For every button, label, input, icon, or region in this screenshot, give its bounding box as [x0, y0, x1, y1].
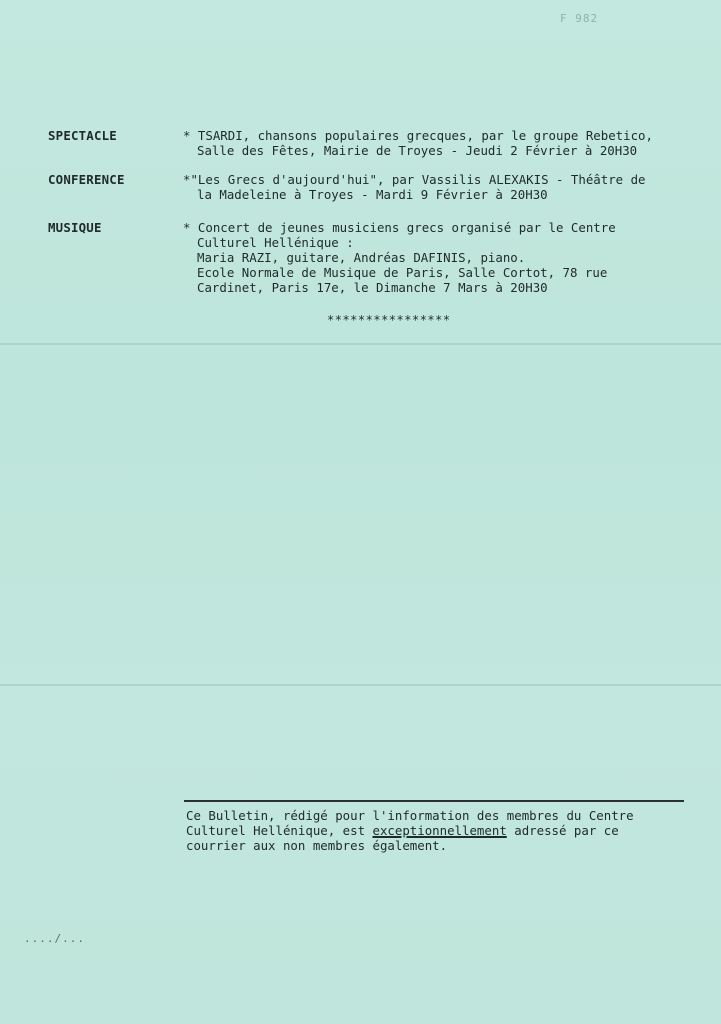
corner-reference: F 982	[560, 12, 599, 25]
notice-text: Culturel Hellénique, est	[186, 823, 373, 838]
paper-fold-line	[0, 343, 721, 345]
entry-line: Salle des Fêtes, Mairie de Troyes - Jeudi 2 Février à 20H30	[197, 143, 638, 158]
entry-line: Culturel Hellénique :	[197, 235, 354, 250]
notice-line	[186, 823, 706, 838]
notice-line: Ce Bulletin, rédigé pour l'information des membres du Centre	[186, 808, 634, 823]
entry-text	[183, 172, 703, 202]
notice-line: courrier aux non membres également.	[186, 838, 448, 853]
notice-text: adressé par ce	[506, 823, 619, 838]
entry-line: la Madeleine à Troyes - Mardi 9 Février à 20H30	[197, 187, 548, 202]
entry-line: Ecole Normale de Musique de Paris, Salle Cortot, 78 rue	[197, 265, 608, 280]
separator-stars: ****************	[327, 313, 451, 327]
underlined-word: exceptionnellement	[372, 823, 507, 838]
entry-line: * TSARDI, chansons populaires grecques, par le groupe Rebetico,	[183, 128, 653, 143]
entry-label: MUSIQUE	[48, 220, 102, 235]
entry-text	[183, 128, 703, 158]
entry-line: * Concert de jeunes musiciens grecs organisé par le Centre	[183, 220, 616, 235]
continuation-mark: ..../...	[24, 932, 85, 945]
paper-fold-line	[0, 684, 721, 686]
entry-line: *"Les Grecs d'aujourd'hui", par Vassilis ALEXAKIS - Théâtre de	[183, 172, 646, 187]
bulletin-notice	[186, 808, 706, 853]
entry-line: Maria RAZI, guitare, Andréas DAFINIS, piano.	[197, 250, 526, 265]
entry-label: CONFERENCE	[48, 172, 125, 187]
notice-divider	[184, 800, 684, 802]
entry-line: Cardinet, Paris 17e, le Dimanche 7 Mars à 20H30	[197, 280, 548, 295]
entry-label: SPECTACLE	[48, 128, 117, 143]
entry-text	[183, 220, 703, 295]
